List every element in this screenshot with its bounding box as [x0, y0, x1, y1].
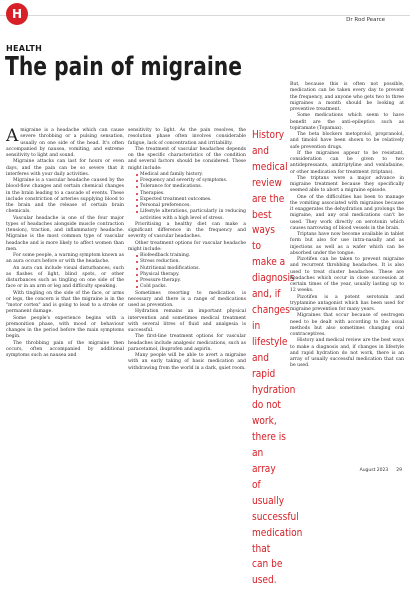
- paragraph: Many people will be able to avert a migraine with an early taking of basic medication and withdrawing from the world in a dark, quiet room.: [128, 353, 246, 371]
- factor-list: [136, 172, 246, 222]
- paragraph: The first-line treatment options for vascular headaches include analgesic medications, such as paracetamol, ibuprofen and aspirin.: [128, 334, 246, 352]
- drop-cap: A: [6, 126, 19, 146]
- paragraph: One of the difficulties has been to manage the vomiting associated with migraines because it exaggerates the dehydration and prolongs the migraine, and any oral medications can't be used. They work directly on serotonin which causes narrowing of blood vessels in the brain.: [290, 194, 404, 231]
- header-rule: [0, 15, 410, 16]
- list-item: Stress reduction.: [136, 259, 246, 265]
- paragraph: With tingling on the side of the face, or arms or legs, the concern is that the migraine is in the "motor cortex" and is going to lead to a stroke or permanent damage.: [6, 290, 124, 315]
- paragraph: Migraine is a vascular headache caused by the blood-flow changes and certain chemical changes in the brain leading to a cascade of events. These include constriction of arteries supplying blood to the brain and the release of certain brain chemicals.: [6, 178, 124, 215]
- article-column-3: [290, 82, 404, 370]
- list-item: Medical and family history.: [136, 172, 246, 178]
- author-name: Dr Rod Pearce: [346, 17, 385, 23]
- list-item: Personal preferences.: [136, 203, 246, 209]
- paragraph: Sometimes resorting to medication is necessary and there is a range of medications used as prevention.: [128, 290, 246, 308]
- list-item: Pressure therapy.: [136, 278, 246, 284]
- paragraph: Other treatment options for vascular headache might include:: [128, 240, 246, 252]
- article-column-2: [128, 128, 246, 372]
- paragraph: For some people, a warning symptom known as an aura occurs before or with the headache.: [6, 253, 124, 265]
- pull-quote: History and medical review are the best ways to make a diagnosis and, if changes in lifestyle and rapid hydration do not work, there is an array of usually successful medication that can be used.: [252, 129, 303, 587]
- list-item: Physical therapy.: [136, 272, 246, 278]
- list-item: Cold packs.: [136, 284, 246, 290]
- treatment-list: [136, 253, 246, 291]
- paragraph: Triptans have now become available in tablet form but also for use intra-nasally and as injections as well as a wafer which can be absorbed under the tongue.: [290, 232, 404, 256]
- paragraph: Some people's experience begins with a premonition phase, with mood or behaviour changes in the period before the main symptoms begin.: [6, 315, 124, 340]
- page-number: 29: [396, 468, 402, 473]
- list-item: Therapies.: [136, 191, 246, 197]
- paragraph: The triptans were a major advance in migraine treatment because they specifically seemed able to abort a migraine episode.: [290, 175, 404, 194]
- paragraph: History and medical review are the best ways to make a diagnosis and, if changes in lifestyle and rapid hydration do not work, there is an array of usually successful medication that can be used.: [290, 338, 404, 369]
- paragraph: Pizotifen can be taken to prevent migraine and recurrent throbbing headaches. It is also used to treat cluster headaches. These are headaches which occur in close succession at certain times of the year, usually lasting up to 12 weeks.: [290, 257, 404, 294]
- paragraph: If the migraines appear to be resistant, consideration can be given to two antidepressants, amitriptyline and venlafaxine, or other medication for treatment (triptans).: [290, 150, 404, 175]
- paragraph: Prioritising a healthy diet can make a significant difference in the frequency and severity of vascular headaches.: [128, 221, 246, 240]
- paragraph: But, because this is often not possible, medication can be taken every day to prevent the frequency, and anyone who gets two to three migraines a month should be looking at preventive treatment.: [290, 82, 404, 112]
- paragraph: Amigraine is a headache which can cause severe throbbing or a pulsing sensation, usually on one side of the head. It's often accompanied by nausea, vomiting, and extreme sensitivity to light and sound.: [6, 126, 124, 158]
- article-title: The pain of migraine: [5, 52, 242, 82]
- list-item: Tolerance for medications.: [136, 184, 246, 190]
- paragraph: Migraine attacks can last for hours or even days, and the pain can be so severe that it interferes with your daily activities.: [6, 159, 124, 177]
- issue-date: August 2023: [359, 468, 389, 473]
- section-label: HEALTH: [6, 44, 43, 53]
- paragraph: An aura can include visual disturbances, such as flashes of light, blind spots, or other disturbances such as tingling on one side of the face or in an arm or leg and difficulty speaking.: [6, 265, 124, 290]
- list-item: Nutritional modifications.: [136, 266, 246, 272]
- paragraph: The treatment of vascular headaches depends on the specific characteristics of the condition and several factors should be considered. These might include:: [128, 146, 246, 171]
- list-item: Lifestyle alterations, particularly in reducing activities with a high level of stress.: [136, 209, 246, 222]
- paragraph: sensitivity to light. As the pain resolves, the resolution phase often involves considerable fatigue, lack of concentration and irritability.: [128, 128, 246, 146]
- list-item: Expected treatment outcomes.: [136, 197, 246, 203]
- list-item: Biofeedback training.: [136, 253, 246, 259]
- paragraph: The beta blockers metoprolol, propranolol, and timolol have been shown to be relatively safe prevention drugs.: [290, 132, 404, 150]
- paragraph: Pizotifen is a potent serotonin and tryptamine antagonist which has been used for migraine prevention for many years.: [290, 294, 404, 312]
- paragraph: Hydration remains an important physical intervention and sometimes medical treatment with several litres of fluid and analgesia is successful.: [128, 309, 246, 333]
- section-badge: H: [6, 3, 28, 25]
- page-footer: [352, 468, 402, 473]
- paragraph: Vascular headache is one of the four major types of headaches alongside muscle contraction (tension), traction, and inflammatory headache. Migraine is the most common type of vascular headache and is more likely to affect women than men.: [6, 215, 124, 252]
- paragraph: Migraines that occur because of oestrogen need to be dealt with according to the usual methods but also sometimes changing oral contraceptives.: [290, 313, 404, 337]
- article-column-1: [6, 128, 124, 359]
- paragraph: Some medications which seem to have benefit are the anti-epileptics such as topiramate (Topamax).: [290, 113, 404, 131]
- paragraph: The throbbing pain of the migraine then occurs, often accompanied by additional symptoms such as nausea and: [6, 340, 124, 358]
- list-item: Frequency and severity of symptoms.: [136, 178, 246, 184]
